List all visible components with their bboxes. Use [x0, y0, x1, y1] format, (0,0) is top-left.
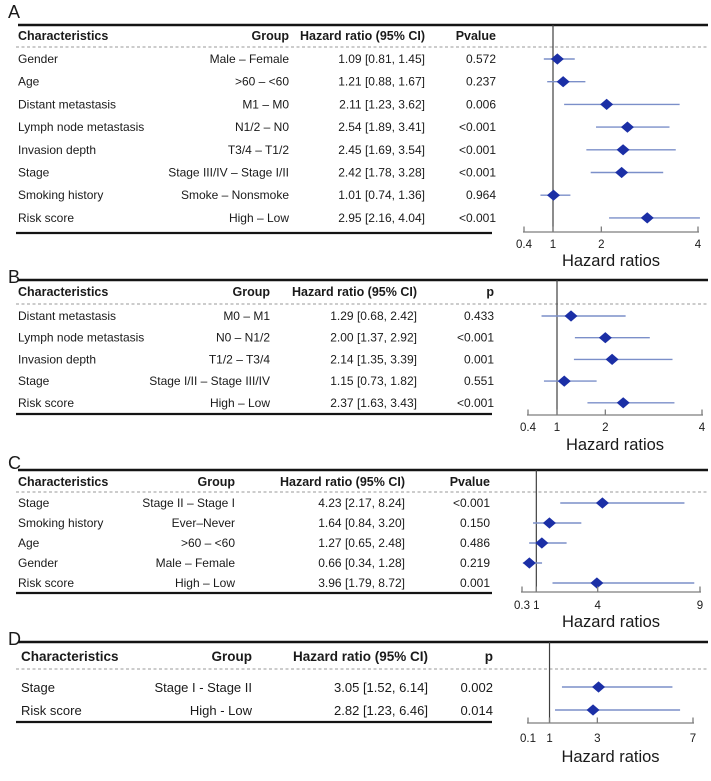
- col-header-group: Group: [232, 285, 270, 299]
- x-tick-label: 0.3: [514, 600, 530, 612]
- row-group: Male – Female: [155, 556, 235, 570]
- hazard-ratio-diamond: [621, 122, 634, 133]
- table-row: [18, 396, 674, 410]
- row-hazard-ratio-ci: 3.96 [1.79, 8.72]: [318, 576, 405, 590]
- row-hazard-ratio-ci: 1.15 [0.73, 1.82]: [330, 374, 417, 389]
- row-pvalue: <0.001: [452, 496, 490, 510]
- row-characteristic: Stage: [18, 374, 50, 389]
- table-row: [18, 309, 626, 323]
- hazard-ratio-diamond: [600, 99, 613, 110]
- row-characteristic: Smoking history: [18, 516, 104, 530]
- hazard-ratio-diamond: [617, 397, 630, 408]
- row-characteristic: Gender: [18, 52, 59, 66]
- x-tick-label: 7: [689, 733, 697, 745]
- panel-A: [8, 2, 709, 270]
- table-row: [18, 516, 581, 530]
- row-group: >60 – <60: [180, 536, 235, 550]
- x-tick-label: 4: [698, 422, 706, 434]
- row-pvalue: <0.001: [458, 210, 496, 225]
- row-pvalue: <0.001: [458, 142, 496, 157]
- row-pvalue: <0.001: [456, 395, 494, 410]
- row-group: High – Low: [228, 210, 289, 225]
- col-header-pvalue: p: [486, 285, 494, 299]
- table-row: [18, 97, 680, 111]
- row-group: M0 – M1: [223, 309, 270, 323]
- row-hazard-ratio-ci: 2.82 [1.23, 6.46]: [334, 703, 428, 718]
- table-row: [18, 331, 650, 345]
- row-pvalue: 0.551: [463, 374, 494, 389]
- row-hazard-ratio-ci: 2.54 [1.89, 3.41]: [338, 120, 425, 135]
- row-group: Stage I - Stage II: [154, 680, 252, 695]
- row-group: N1/2 – N0: [234, 120, 289, 135]
- col-header-characteristics: Characteristics: [21, 649, 119, 664]
- hazard-ratio-diamond: [599, 332, 612, 343]
- row-hazard-ratio-ci: 0.66 [0.34, 1.28]: [318, 556, 405, 570]
- col-header-characteristics: Characteristics: [18, 29, 109, 43]
- row-pvalue: <0.001: [456, 330, 494, 345]
- row-pvalue: 0.964: [465, 188, 496, 203]
- row-group: >60 – <60: [234, 74, 289, 89]
- row-group: Stage III/IV – Stage I/II: [168, 165, 289, 180]
- row-hazard-ratio-ci: 2.95 [2.16, 4.04]: [338, 210, 425, 225]
- row-group: High – Low: [209, 395, 270, 410]
- row-pvalue: 0.001: [463, 352, 494, 367]
- row-characteristic: Stage: [18, 165, 50, 180]
- row-hazard-ratio-ci: 2.00 [1.37, 2.92]: [330, 330, 417, 345]
- row-characteristic: Distant metastasis: [18, 97, 117, 112]
- hazard-ratio-diamond: [557, 76, 570, 87]
- row-characteristic: Lymph node metastasis: [18, 120, 145, 135]
- row-group: Ever–Never: [171, 516, 235, 530]
- row-characteristic: Stage: [18, 496, 50, 510]
- panel-label: B: [8, 267, 21, 287]
- row-group: N0 – N1/2: [215, 330, 270, 345]
- row-pvalue: 0.014: [460, 703, 493, 718]
- x-tick-label: 2: [602, 422, 609, 434]
- col-header-characteristics: Characteristics: [18, 475, 109, 489]
- row-hazard-ratio-ci: 2.11 [1.23, 3.62]: [339, 97, 425, 112]
- table-row: [18, 143, 676, 157]
- col-header-pvalue: p: [484, 649, 493, 664]
- hazard-ratio-diamond: [587, 704, 600, 715]
- x-tick-label: 1: [553, 422, 561, 434]
- table-row: [18, 188, 570, 202]
- row-characteristic: Age: [18, 74, 40, 89]
- x-tick-label: 2: [598, 239, 605, 251]
- row-characteristic: Risk score: [18, 395, 75, 410]
- row-group: Smoke – Nonsmoke: [180, 188, 289, 203]
- row-pvalue: 0.150: [459, 516, 490, 530]
- row-group: Stage I/II – Stage III/IV: [149, 374, 270, 389]
- x-tick-label: 1: [533, 600, 540, 612]
- hazard-ratio-diamond: [596, 497, 609, 508]
- row-characteristic: Lymph node metastasis: [18, 330, 145, 345]
- x-axis-title: Hazard ratios: [561, 613, 661, 631]
- row-characteristic: Gender: [18, 556, 59, 570]
- col-header-characteristics: Characteristics: [18, 285, 109, 299]
- col-header-pvalue: Pvalue: [449, 475, 490, 489]
- panel-label: D: [8, 629, 21, 649]
- row-pvalue: 0.433: [463, 309, 494, 323]
- row-hazard-ratio-ci: 1.29 [0.68, 2.42]: [330, 309, 417, 323]
- row-hazard-ratio-ci: 1.21 [0.88, 1.67]: [338, 74, 425, 89]
- table-row: [18, 120, 669, 134]
- table-row: [18, 75, 585, 89]
- x-tick-label: 1: [546, 733, 553, 745]
- hazard-ratio-diamond: [547, 190, 560, 201]
- hazard-ratio-diamond: [523, 557, 536, 568]
- col-header-hazard-ratio: Hazard ratio (95% CI): [291, 285, 417, 299]
- x-tick-label: 0.4: [520, 422, 536, 434]
- table-row: [18, 52, 575, 66]
- col-header-group: Group: [211, 649, 252, 664]
- row-hazard-ratio-ci: 1.09 [0.81, 1.45]: [338, 52, 425, 66]
- row-pvalue: 0.006: [465, 97, 496, 112]
- x-axis-title: Hazard ratios: [561, 252, 661, 270]
- x-tick-label: 1: [549, 239, 557, 251]
- row-pvalue: <0.001: [458, 120, 496, 135]
- table-row: [18, 166, 663, 180]
- row-hazard-ratio-ci: 2.37 [1.63, 3.43]: [330, 395, 417, 410]
- row-group: Stage II – Stage I: [142, 496, 235, 510]
- table-row: [18, 374, 597, 388]
- col-header-group: Group: [197, 475, 235, 489]
- hazard-ratio-diamond: [535, 537, 548, 548]
- hazard-ratio-diamond: [615, 167, 628, 178]
- row-characteristic: Distant metastasis: [18, 309, 117, 323]
- row-pvalue: 0.002: [460, 680, 493, 695]
- x-tick-label: 0.4: [516, 239, 532, 251]
- row-pvalue: 0.219: [459, 556, 490, 570]
- row-characteristic: Invasion depth: [18, 142, 97, 157]
- table-row: [21, 703, 680, 718]
- hazard-ratio-diamond: [617, 144, 630, 155]
- row-group: T3/4 – T1/2: [227, 142, 289, 157]
- panel-label: A: [8, 2, 21, 22]
- x-tick-label: 9: [696, 600, 704, 612]
- row-group: High - Low: [189, 703, 252, 718]
- row-hazard-ratio-ci: 2.42 [1.78, 3.28]: [338, 165, 425, 180]
- x-tick-label: 3: [594, 733, 601, 745]
- row-characteristic: Smoking history: [18, 188, 104, 203]
- row-characteristic: Risk score: [21, 703, 82, 718]
- row-hazard-ratio-ci: 1.01 [0.74, 1.36]: [338, 188, 425, 203]
- hazard-ratio-diamond: [543, 517, 556, 528]
- row-group: M1 – M0: [242, 97, 289, 112]
- panel-B: [8, 267, 709, 454]
- x-axis-title: Hazard ratios: [565, 436, 665, 454]
- row-pvalue: 0.237: [465, 74, 496, 89]
- table-row: [18, 211, 700, 225]
- row-pvalue: 0.486: [459, 536, 490, 550]
- row-hazard-ratio-ci: 1.27 [0.65, 2.48]: [318, 536, 405, 550]
- hazard-ratio-diamond: [565, 310, 578, 321]
- row-hazard-ratio-ci: 1.64 [0.84, 3.20]: [318, 516, 405, 530]
- row-characteristic: Stage: [21, 680, 55, 695]
- row-hazard-ratio-ci: 4.23 [2.17, 8.24]: [318, 496, 405, 510]
- x-tick-label: 4: [594, 600, 601, 612]
- row-pvalue: 0.001: [459, 576, 490, 590]
- x-tick-label: 4: [694, 239, 702, 251]
- row-pvalue: 0.572: [465, 52, 496, 66]
- table-row: [18, 556, 542, 570]
- x-tick-label: 0.1: [520, 733, 536, 745]
- row-group: T1/2 – T3/4: [208, 352, 270, 367]
- table-row: [18, 496, 684, 510]
- col-header-pvalue: Pvalue: [455, 29, 496, 43]
- row-hazard-ratio-ci: 2.14 [1.35, 3.39]: [330, 352, 417, 367]
- row-characteristic: Risk score: [18, 576, 75, 590]
- row-characteristic: Risk score: [18, 210, 75, 225]
- x-axis-title: Hazard ratios: [561, 748, 660, 766]
- col-header-hazard-ratio: Hazard ratio (95% CI): [292, 649, 428, 664]
- hazard-ratio-diamond: [592, 681, 605, 692]
- col-header-hazard-ratio: Hazard ratio (95% CI): [299, 29, 425, 43]
- row-characteristic: Invasion depth: [18, 352, 97, 367]
- panel-D: [8, 629, 709, 766]
- panel-C: [8, 453, 709, 631]
- col-header-group: Group: [251, 29, 289, 43]
- panel-label: C: [8, 453, 21, 473]
- hazard-ratio-diamond: [606, 354, 619, 365]
- col-header-hazard-ratio: Hazard ratio (95% CI): [279, 475, 405, 489]
- row-pvalue: <0.001: [458, 165, 496, 180]
- row-group: High – Low: [174, 576, 235, 590]
- table-row: [21, 680, 672, 695]
- hazard-ratio-diamond: [641, 212, 654, 223]
- row-hazard-ratio-ci: 2.45 [1.69, 3.54]: [338, 142, 425, 157]
- row-characteristic: Age: [18, 536, 40, 550]
- hazard-ratio-diamond: [590, 577, 603, 588]
- row-group: Male – Female: [209, 52, 289, 66]
- table-row: [18, 536, 567, 550]
- table-row: [18, 352, 673, 366]
- hazard-ratio-diamond: [558, 376, 571, 387]
- table-row: [18, 576, 694, 590]
- row-hazard-ratio-ci: 3.05 [1.52, 6.14]: [334, 680, 428, 695]
